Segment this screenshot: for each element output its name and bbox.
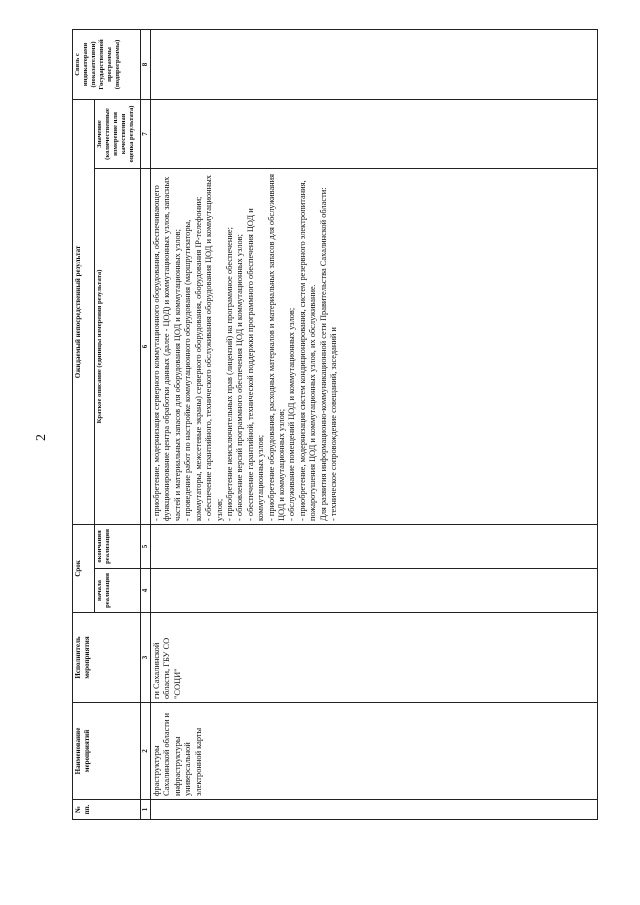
header-executor: Исполнитель мероприятия [73, 613, 141, 703]
col-number: 5 [141, 524, 151, 568]
column-numbers-row [141, 29, 151, 819]
description-item: - техническое сопровождение совещаний, заседаний и [329, 327, 339, 521]
col-number: 7 [141, 99, 151, 168]
description-item: - приобретение, модернизация систем кондиционирования, систем резервного электропитания, пожаротушения ЦОД и коммутационных узлов, их обслуживание. [297, 180, 318, 521]
row-number [151, 800, 598, 820]
table-row [151, 29, 598, 819]
header-end: окончания реализации [95, 524, 141, 568]
header-term: Срок [73, 524, 95, 612]
row-name: фраструктуры Сахалинской области и инфраструктуры универсальной электронной карты [151, 703, 598, 800]
header-value: Значение (количественные измерение или качественная оценка результата) [95, 99, 141, 168]
description-item: - обновление версий программного обеспечения ЦОД и коммутационных узлов; [235, 234, 245, 521]
page-number: 2 [34, 434, 49, 441]
description-item: - обеспечение гарантийного, технического обслуживания оборудования ЦОД и коммутационных узлов; [204, 175, 224, 521]
rotated-table-container [72, 30, 598, 820]
description-item: - проведение работ по настройке коммутационного оборудования (маршрутизаторы, коммутаторы, межсетевые экраны) серверного оборудования, оборудования IP-телефонии; [183, 196, 203, 521]
row-link [151, 29, 598, 99]
col-number: 1 [141, 800, 151, 820]
row-executor: ги Сахалинской области, ГБУ СО "СОЦИ" [151, 613, 598, 703]
header-start: начала реализации [95, 569, 141, 613]
header-number: № пп. [73, 800, 141, 820]
col-number: 4 [141, 569, 151, 613]
col-number: 6 [141, 168, 151, 524]
header-description: Краткое описание (единицы измерения результата) [95, 168, 141, 524]
header-link: Связь с индикаторами (показателями) Государственной программы (подпрограммы) [73, 29, 141, 99]
col-number: 3 [141, 613, 151, 703]
description-item: - обслуживание помещений ЦОД и коммутационных узлов; [287, 307, 297, 521]
measures-table [72, 29, 598, 820]
description-item: - обеспечение гарантийной, технической поддержки программного обеспечения ЦОД и коммутационных узлов; [245, 208, 266, 521]
col-number: 8 [141, 29, 151, 99]
description-item: Для развития информационно-коммуникационной сети Правительства Сахалинской области: [318, 187, 328, 521]
row-start [151, 569, 598, 613]
description-item: - приобретение неисключительных прав (лицензий) на программное обеспечение; [224, 227, 234, 521]
row-description [151, 168, 598, 524]
header-name: Наименование мероприятий [73, 703, 141, 800]
row-end [151, 524, 598, 568]
header-result: Ожидаемый непосредственный результат [73, 99, 95, 524]
description-item: - приобретение оборудования, расходных материалов и материальных запасов для обслуживания ЦОД и коммутационных узлов; [266, 174, 287, 521]
col-number: 2 [141, 703, 151, 800]
row-value [151, 99, 598, 168]
description-item: - приобретение, модернизация серверного коммутационного оборудования, обеспечивающего функционирование центра обработки данных (далее - ЦОД) и коммутационных узлов, запасных частей и материальных запасов для оборудования ЦОД и коммутационных узлов; [152, 176, 182, 521]
